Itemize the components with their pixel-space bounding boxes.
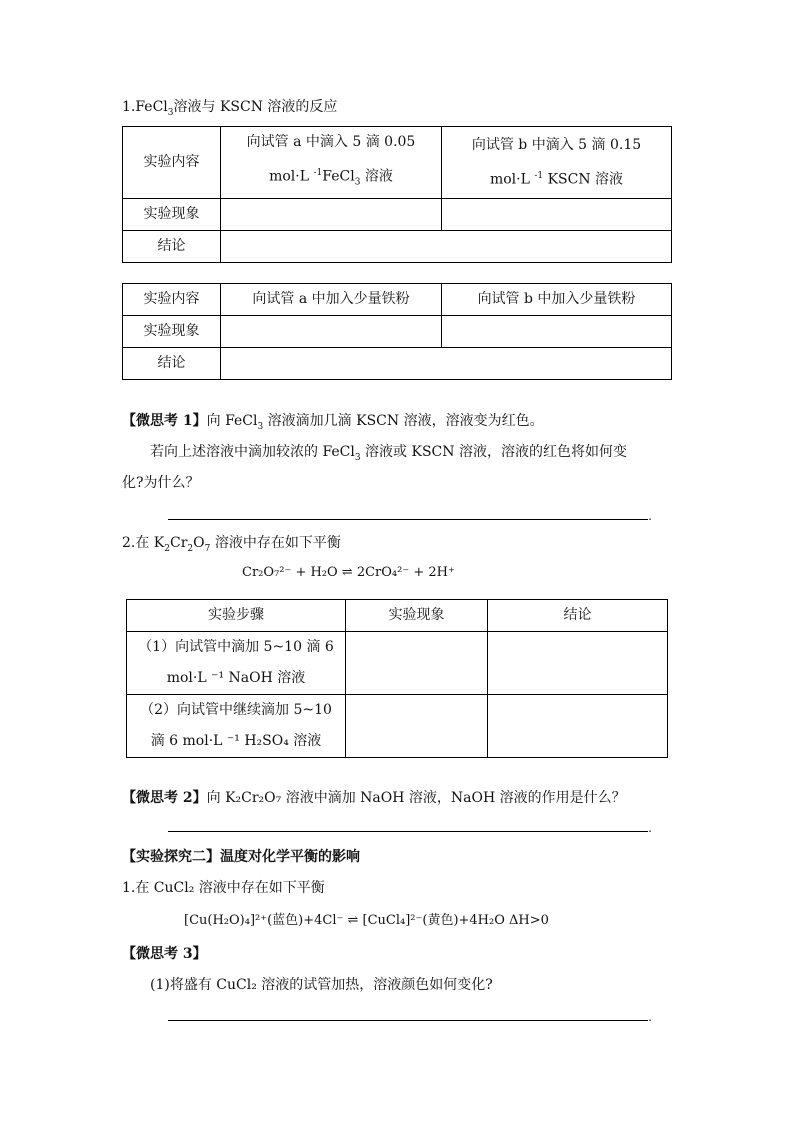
row-label-content: 实验内容 — [123, 284, 221, 316]
answer-cell[interactable] — [488, 632, 668, 695]
column-header-conclusion: 结论 — [488, 600, 668, 632]
answer-cell[interactable] — [221, 199, 442, 231]
answer-cell[interactable] — [346, 695, 488, 758]
table-cell: 向试管 a 中加入少量铁粉 — [221, 284, 442, 316]
answer-line[interactable] — [168, 831, 648, 832]
table-cell: 向试管 b 中加入少量铁粉 — [442, 284, 672, 316]
think-1-line: 【微思考 1】向 FeCl$_3$ 溶液滴加几滴 KSCN 溶液，溶液变为红色。 — [122, 413, 544, 432]
table-cell: 向试管 b 中滴入 5 滴 0.15 mol·L $^{-1}$ KSCN 溶液 — [442, 127, 672, 199]
answer-cell[interactable] — [442, 316, 672, 348]
row-label-conclusion: 结论 — [123, 348, 221, 380]
equation-dichromate: Cr₂O₇²⁻ + H₂O ⇌ 2CrO₄²⁻ + 2H⁺ — [242, 565, 455, 580]
think-1-question: 若向上述溶液中滴加较浓的 FeCl$_3$ 溶液或 KSCN 溶液，溶液的红色将如何变 — [150, 444, 627, 463]
section-1-title: 1.FeCl$_3$溶液与 KSCN 溶液的反应 — [122, 99, 338, 118]
row-label-phenomenon: 实验现象 — [123, 316, 221, 348]
answer-cell[interactable] — [221, 231, 672, 263]
column-header-phenomenon: 实验现象 — [346, 600, 488, 632]
section-3-item-1: 1.在 CuCl₂ 溶液中存在如下平衡 — [122, 880, 325, 896]
row-label-conclusion: 结论 — [123, 231, 221, 263]
think-2-line: 【微思考 2】向 K₂Cr₂O₇ 溶液中滴加 NaOH 溶液，NaOH 溶液的作用是什么？ — [122, 790, 626, 806]
table-cell: 向试管 a 中滴入 5 滴 0.05 mol·L $^{-1}$FeCl$_3$ 溶液 — [221, 127, 442, 199]
table-2 — [122, 283, 672, 380]
section-3-heading: 【实验探究二】温度对化学平衡的影响 — [122, 849, 360, 865]
table-1 — [122, 126, 672, 263]
equation-copper: [Cu(H₂O)₄]²⁺(蓝色)+4Cl⁻ ⇌ [CuCl₄]²⁻(黄色)+4H₂O ΔH>0 — [184, 913, 549, 928]
answer-cell[interactable] — [442, 199, 672, 231]
step-cell-1: （1）向试管中滴加 5~10 滴 6 mol·L ⁻¹ NaOH 溶液 — [127, 632, 346, 695]
answer-line[interactable] — [168, 519, 648, 520]
think-1-question-cont: 化?为什么？ — [122, 475, 200, 491]
answer-cell[interactable] — [346, 632, 488, 695]
table-3 — [126, 599, 668, 758]
row-label-content: 实验内容 — [123, 127, 221, 199]
answer-cell[interactable] — [221, 316, 442, 348]
section-2-title: 2.在 $K_2Cr_2O_7$ 溶液中存在如下平衡 — [122, 535, 341, 554]
step-cell-2: （2）向试管中继续滴加 5~10 滴 6 mol·L ⁻¹ H₂SO₄ 溶液 — [127, 695, 346, 758]
answer-line[interactable] — [168, 1020, 648, 1021]
think-3-heading: 【微思考 3】 — [122, 946, 207, 962]
answer-cell[interactable] — [488, 695, 668, 758]
think-3-question-1: (1)将盛有 CuCl₂ 溶液的试管加热，溶液颜色如何变化? — [150, 977, 493, 993]
answer-cell[interactable] — [221, 348, 672, 380]
column-header-steps: 实验步骤 — [127, 600, 346, 632]
row-label-phenomenon: 实验现象 — [123, 199, 221, 231]
